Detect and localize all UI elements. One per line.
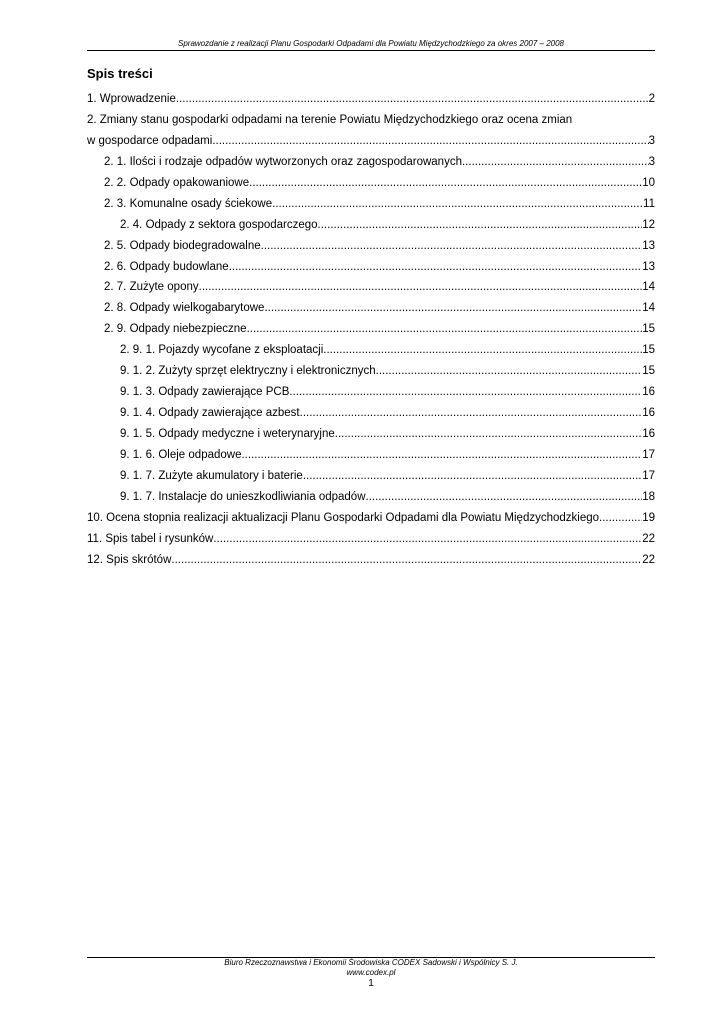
toc-entry-page: 15 [642, 365, 655, 378]
footer-organization: Biuro Rzeczoznawstwa i Ekonomii Środowiska CODEX Sadowski i Wspólnicy S. J. [224, 958, 518, 967]
toc-entry[interactable] [87, 466, 655, 487]
toc-entry[interactable] [87, 445, 655, 466]
toc-dot-leader [229, 257, 643, 278]
toc-entry-page: 13 [642, 239, 655, 252]
toc-dot-leader [335, 424, 642, 445]
toc-entry[interactable] [87, 424, 655, 445]
toc-entry-page: 11 [643, 197, 655, 210]
toc-entry[interactable] [87, 403, 655, 424]
toc-dot-leader [300, 403, 643, 424]
toc-entry-text: 12. Spis skrótów [87, 553, 172, 566]
toc-entry[interactable] [87, 236, 655, 257]
toc-title: Spis treści [87, 66, 153, 81]
toc-dot-leader [599, 508, 642, 529]
toc-entry[interactable] [87, 487, 655, 508]
toc-entry[interactable] [87, 257, 655, 278]
toc-entry-text: 2. 2. Odpady opakowaniowe [104, 176, 250, 189]
toc-dot-leader [241, 445, 642, 466]
toc-entry-page: 12 [642, 218, 655, 231]
toc-dot-leader [272, 194, 643, 215]
toc-dot-leader [171, 550, 642, 571]
toc-entry-text: 2. 1. Ilości i rodzaje odpadów wytworzonych oraz zagospodarowanych [104, 155, 462, 168]
toc-entry-text: 2. 4. Odpady z sektora gospodarczego [120, 218, 318, 231]
toc-entry-text: 2. 3. Komunalne osady ściekowe [104, 197, 273, 210]
toc-dot-leader [212, 131, 648, 152]
toc-entry[interactable] [87, 508, 655, 529]
toc-entry-text: 9. 1. 7. Instalacje do unieszkodliwiania odpadów [120, 490, 366, 503]
toc-entry-text: w gospodarce odpadami [87, 134, 213, 147]
toc-dot-leader [462, 152, 649, 173]
toc-entry-text: 9. 1. 3. Odpady zawierające PCB [120, 386, 290, 399]
page-number: 1 [368, 978, 374, 989]
toc-dot-leader [323, 340, 642, 361]
toc-entry-page: 17 [642, 448, 655, 461]
toc-entry[interactable] [87, 215, 655, 236]
toc-entry[interactable] [87, 319, 655, 340]
toc-dot-leader [289, 382, 642, 403]
toc-entry[interactable] [87, 89, 655, 110]
toc-entry-text: 11. Spis tabel i rysunków [87, 532, 214, 545]
toc-entry-text: 2. 7. Zużyte opony [104, 281, 199, 294]
toc-entry-page: 10 [642, 176, 655, 189]
toc-entry-page: 3 [648, 155, 655, 168]
toc-entry-text: 9. 1. 6. Oleje odpadowe [120, 448, 242, 461]
toc-entry[interactable] [87, 340, 655, 361]
toc-entry[interactable] [87, 152, 655, 173]
toc-entry-page: 19 [642, 511, 655, 524]
toc-entry-page: 14 [642, 281, 655, 294]
toc-entry[interactable] [87, 382, 655, 403]
toc-entry-page: 16 [642, 386, 655, 399]
toc-dot-leader [247, 319, 643, 340]
toc-dot-leader [176, 89, 649, 110]
toc-entry[interactable] [87, 529, 655, 550]
toc-entry[interactable] [87, 361, 655, 382]
toc-dot-leader [366, 487, 643, 508]
toc-entry-page: 17 [642, 469, 655, 482]
toc-entry-page: 16 [642, 407, 655, 420]
toc-dot-leader [249, 173, 642, 194]
toc-entry-text: 2. Zmiany stanu gospodarki odpadami na terenie Powiatu Międzychodzkiego oraz ocena zmian [87, 113, 573, 126]
toc-entry-text: 9. 1. 4. Odpady zawierające azbest [120, 407, 300, 420]
toc-entry[interactable] [87, 277, 655, 298]
toc-entry[interactable] [87, 298, 655, 319]
toc-entry-page: 15 [642, 323, 655, 336]
toc-entry[interactable] [87, 194, 655, 215]
toc-entry-text: 9. 1. 5. Odpady medyczne i weterynaryjne [120, 428, 335, 440]
toc-dot-leader [264, 298, 642, 319]
toc-entry-page: 3 [648, 134, 655, 147]
toc-entry-text: 9. 1. 7. Zużyte akumulatory i baterie [120, 469, 303, 482]
footer-website-link[interactable]: www.codex.pl [346, 968, 396, 977]
toc-dot-leader [213, 529, 642, 550]
toc-entry-text: 2. 9. 1. Pojazdy wycofane z eksploatacji [120, 344, 324, 357]
toc-entry-text: 10. Ocena stopnia realizacji aktualizacji Planu Gospodarki Odpadami dla Powiatu Międzychodzkiego [87, 511, 600, 524]
toc-entry-text: 2. 5. Odpady biodegradowalne [104, 239, 261, 252]
toc-entry-text: 2. 6. Odpady budowlane [104, 260, 229, 273]
toc-entry[interactable] [87, 110, 655, 131]
toc-dot-leader [303, 466, 642, 487]
toc-entry[interactable] [87, 550, 655, 571]
toc-dot-leader [376, 361, 643, 382]
table-of-contents [87, 89, 655, 571]
toc-entry-text: 2. 9. Odpady niebezpieczne [104, 323, 247, 336]
toc-entry[interactable] [87, 173, 655, 194]
toc-dot-leader [199, 277, 643, 298]
toc-entry-text: 1. Wprowadzenie [87, 93, 176, 105]
toc-dot-leader [318, 215, 643, 236]
toc-entry[interactable] [87, 131, 655, 152]
running-header: Sprawozdanie z realizacji Planu Gospodarki Odpadami dla Powiatu Międzychodzkiego za okres 2007 – 2008 [178, 39, 564, 48]
toc-entry-page: 15 [642, 344, 655, 357]
toc-entry-page: 16 [642, 428, 655, 440]
toc-entry-page: 14 [642, 302, 655, 315]
toc-entry-page: 2 [648, 93, 655, 105]
toc-entry-text: 9. 1. 2. Zużyty sprzęt elektryczny i elektronicznych [120, 365, 376, 378]
toc-entry-page: 22 [642, 553, 655, 566]
header-divider [87, 50, 655, 51]
toc-dot-leader [261, 236, 643, 257]
toc-entry-page: 18 [642, 490, 655, 503]
toc-entry-page: 13 [642, 260, 655, 273]
toc-entry-page: 22 [642, 532, 655, 545]
toc-entry-text: 2. 8. Odpady wielkogabarytowe [104, 302, 265, 315]
